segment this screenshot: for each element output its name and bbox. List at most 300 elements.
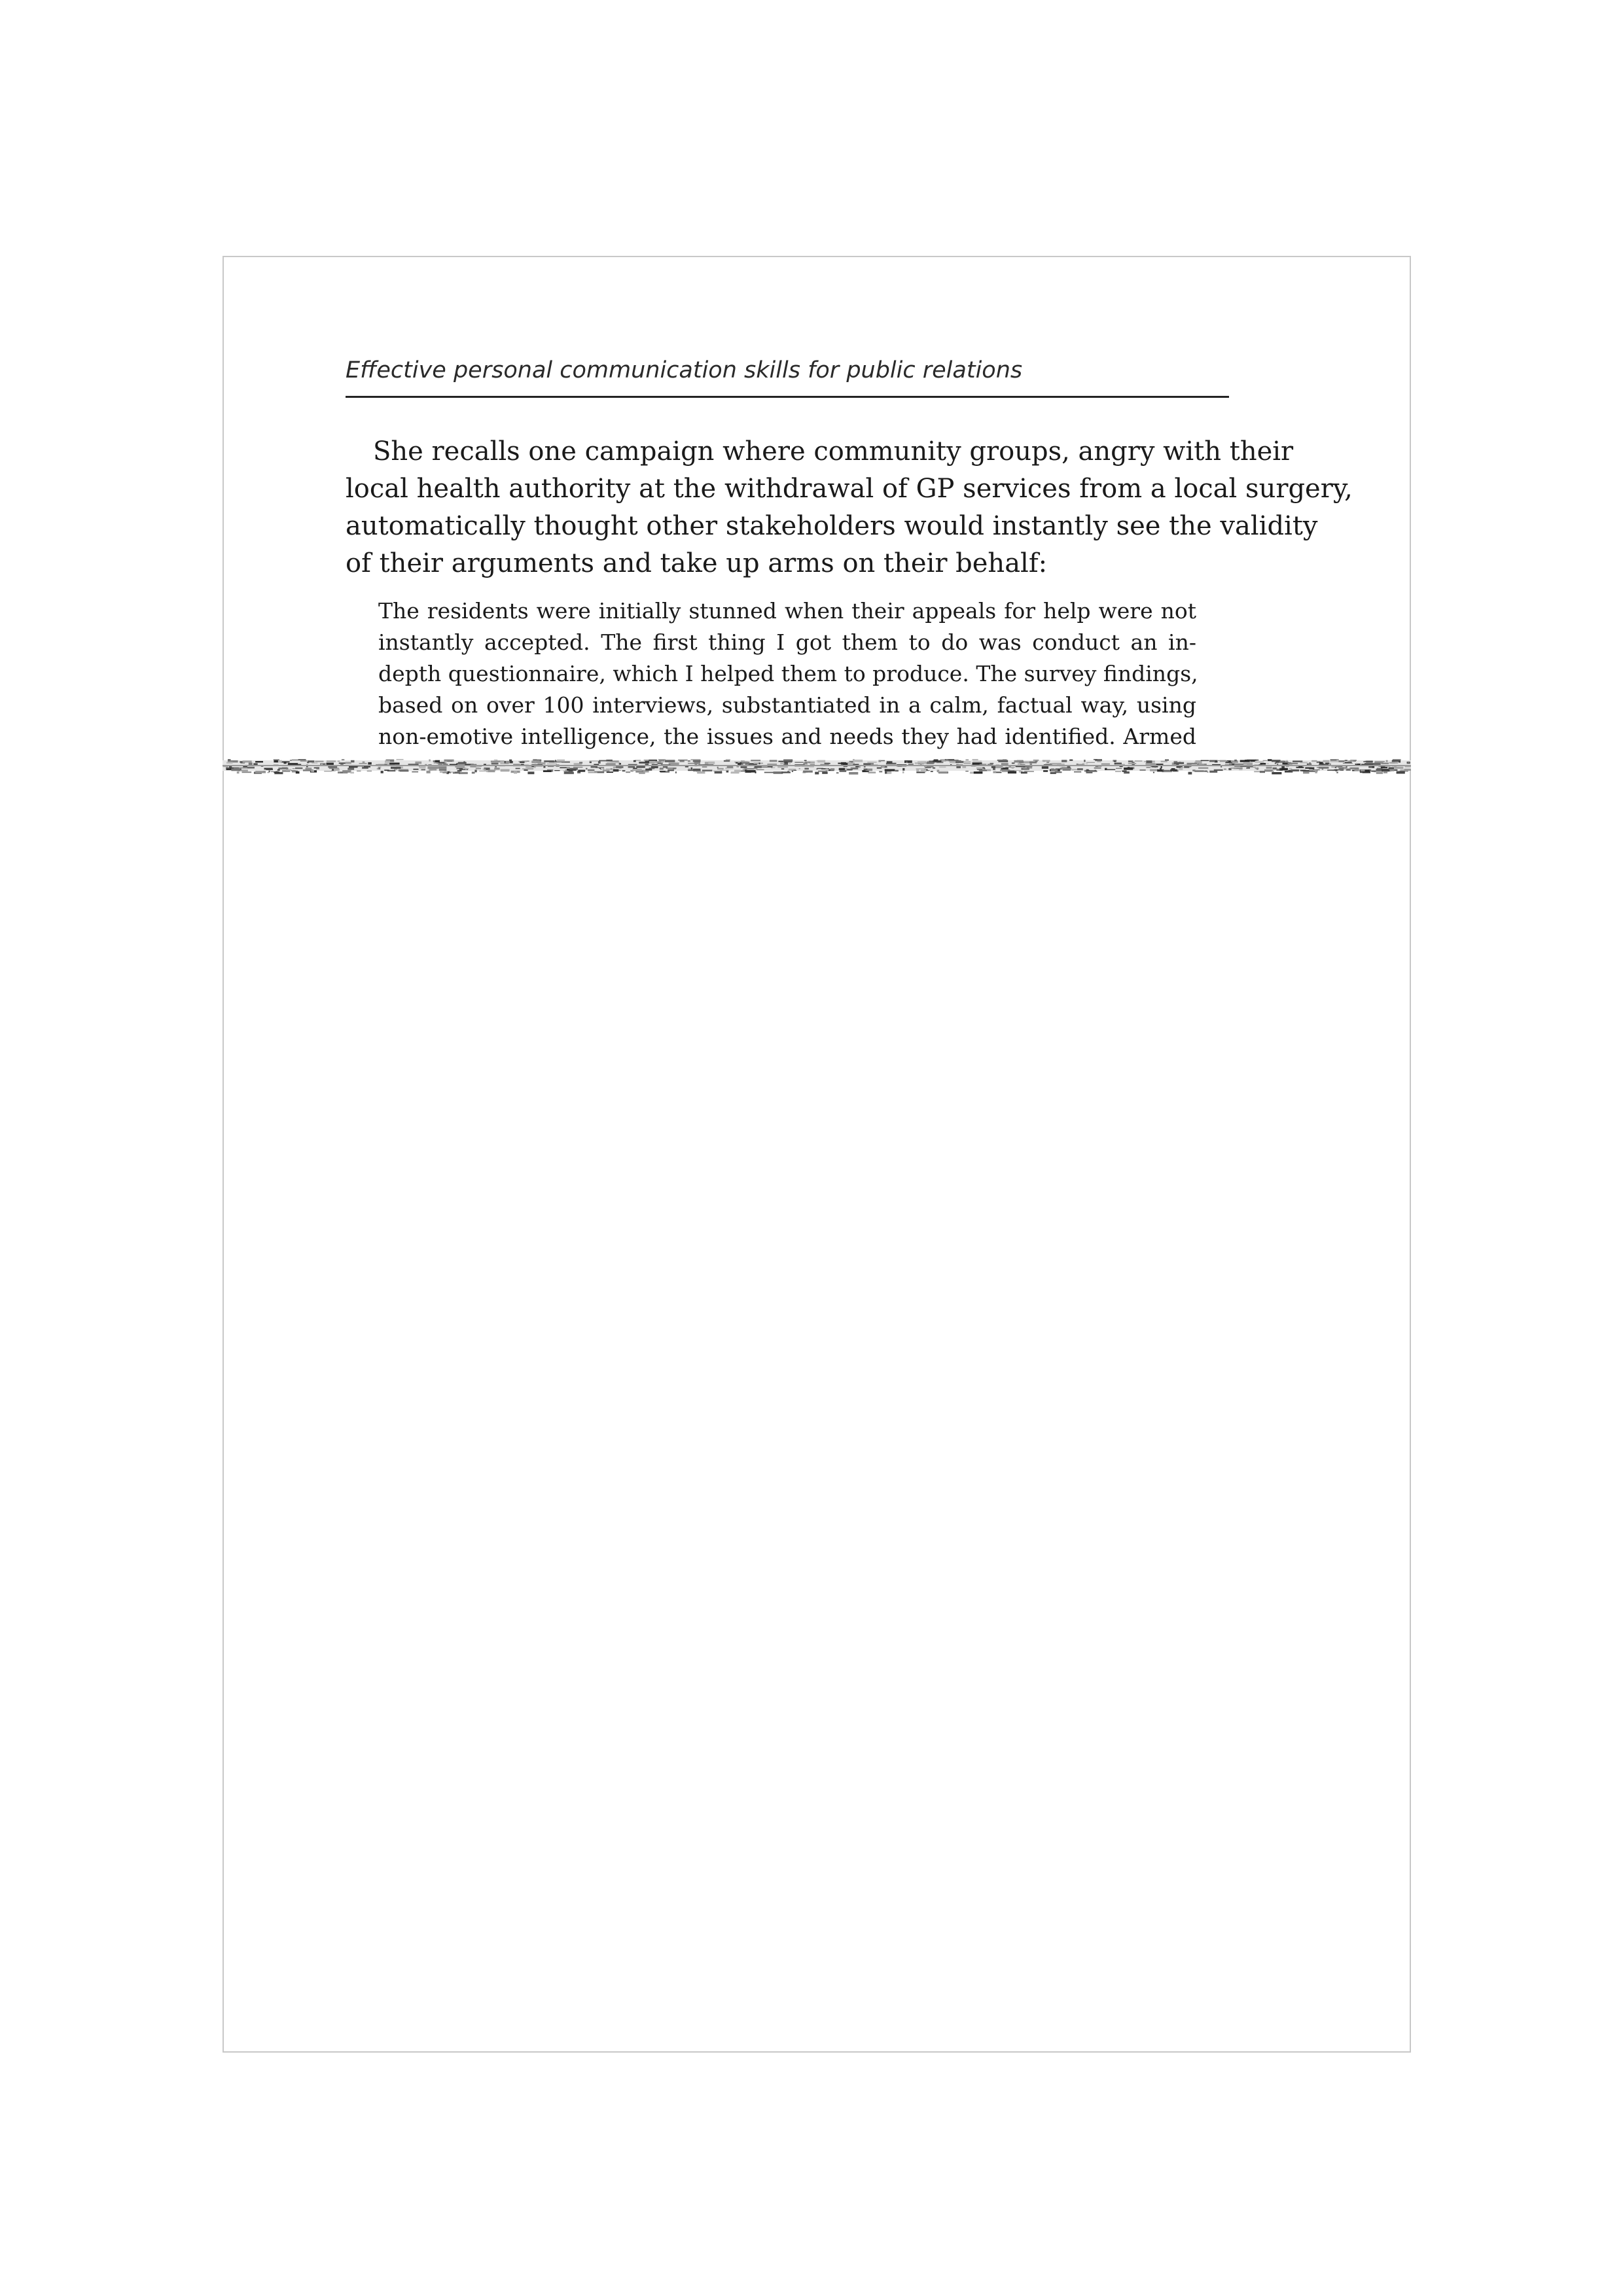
noise-speck xyxy=(547,764,557,765)
noise-speck xyxy=(697,771,705,774)
noise-speck xyxy=(863,763,870,765)
noise-speck xyxy=(761,767,771,768)
noise-speck xyxy=(1263,760,1268,761)
noise-speck xyxy=(598,761,601,764)
noise-speck xyxy=(1331,767,1338,768)
noise-speck xyxy=(649,761,656,764)
noise-speck xyxy=(1319,764,1329,765)
noise-speck xyxy=(885,769,895,771)
noise-speck xyxy=(964,763,971,764)
noise-speck xyxy=(1069,760,1073,761)
noise-speck xyxy=(1042,766,1048,769)
noise-speck xyxy=(1247,767,1256,768)
noise-speck xyxy=(781,771,791,773)
noise-speck xyxy=(389,763,400,765)
noise-speck xyxy=(1174,762,1185,764)
noise-speck xyxy=(239,768,247,769)
noise-speck xyxy=(1302,770,1310,771)
noise-speck xyxy=(946,759,948,760)
noise-speck xyxy=(412,771,418,772)
noise-speck xyxy=(1291,769,1299,771)
noise-speck xyxy=(255,771,266,773)
noise-speck xyxy=(660,771,666,772)
noise-speck xyxy=(606,764,616,766)
noise-speck xyxy=(413,769,418,770)
noise-speck xyxy=(826,769,829,771)
noise-speck xyxy=(846,769,853,770)
noise-speck xyxy=(1086,762,1095,763)
scan-noise-band xyxy=(223,756,1411,776)
noise-speck xyxy=(1260,771,1265,773)
noise-speck xyxy=(277,769,280,771)
noise-speck xyxy=(590,762,592,764)
noise-speck xyxy=(1319,762,1323,764)
noise-speck xyxy=(357,771,361,772)
noise-speck xyxy=(315,761,323,762)
noise-speck xyxy=(1107,769,1116,770)
noise-speck xyxy=(902,771,904,773)
noise-speck xyxy=(1305,768,1311,769)
noise-speck xyxy=(1234,760,1237,762)
noise-speck xyxy=(717,767,719,769)
noise-speck xyxy=(534,762,536,764)
noise-speck xyxy=(501,769,510,772)
noise-speck xyxy=(781,768,784,769)
noise-speck xyxy=(616,766,623,768)
noise-speck xyxy=(435,760,440,762)
noise-speck xyxy=(300,760,307,762)
noise-speck xyxy=(665,760,675,762)
noise-speck xyxy=(1174,761,1178,762)
noise-speck xyxy=(573,767,582,768)
noise-speck xyxy=(632,769,641,771)
noise-speck xyxy=(307,762,309,764)
noise-speck xyxy=(306,768,312,769)
noise-speck xyxy=(385,760,390,763)
body-paragraph xyxy=(346,433,1353,582)
noise-speck xyxy=(288,763,298,765)
noise-speck xyxy=(1392,760,1400,762)
noise-speck xyxy=(578,770,585,772)
noise-speck xyxy=(295,768,302,769)
noise-speck xyxy=(1325,763,1329,764)
noise-speck xyxy=(590,760,599,761)
noise-speck xyxy=(639,772,645,774)
noise-speck xyxy=(1019,761,1024,763)
noise-speck xyxy=(1063,769,1071,771)
noise-speck xyxy=(626,771,630,773)
noise-speck xyxy=(1012,768,1014,769)
noise-speck xyxy=(363,762,365,763)
paragraph-line: of their arguments and take up arms on their behalf: xyxy=(346,548,1048,578)
noise-speck xyxy=(1313,770,1317,771)
header-rule xyxy=(346,396,1229,398)
noise-speck xyxy=(271,771,274,772)
noise-speck xyxy=(736,762,738,764)
noise-speck xyxy=(488,770,495,773)
noise-speck xyxy=(1179,768,1183,770)
noise-speck xyxy=(783,760,793,762)
noise-speck xyxy=(1343,763,1353,764)
noise-speck xyxy=(929,762,935,763)
noise-speck xyxy=(731,771,740,773)
noise-speck xyxy=(421,769,426,770)
noise-speck xyxy=(887,771,891,773)
noise-speck xyxy=(1189,766,1191,767)
noise-speck xyxy=(226,762,233,764)
noise-speck xyxy=(332,769,334,771)
noise-speck xyxy=(457,770,462,771)
noise-speck xyxy=(316,767,319,769)
noise-speck xyxy=(229,766,232,768)
noise-speck xyxy=(1052,763,1061,765)
noise-speck xyxy=(1280,768,1281,769)
noise-speck xyxy=(506,761,510,764)
noise-speck xyxy=(400,770,409,771)
noise-speck xyxy=(817,768,823,769)
noise-speck xyxy=(1361,770,1365,772)
noise-speck xyxy=(982,768,985,769)
noise-speck xyxy=(486,771,488,773)
noise-speck xyxy=(1097,761,1101,762)
noise-speck xyxy=(759,762,760,764)
noise-speck xyxy=(799,768,800,769)
quote-line: depth questionnaire, which I helped them to produce. The survey findings, xyxy=(378,661,1198,686)
noise-speck xyxy=(494,768,499,769)
noise-speck xyxy=(311,770,314,772)
noise-speck xyxy=(1021,771,1027,773)
noise-speck xyxy=(1279,762,1288,763)
noise-speck xyxy=(770,760,777,762)
noise-speck xyxy=(987,769,991,771)
noise-speck xyxy=(680,760,685,762)
noise-speck xyxy=(514,771,517,773)
noise-speck xyxy=(1114,761,1116,762)
noise-speck xyxy=(792,770,793,772)
noise-speck xyxy=(243,760,252,762)
noise-speck xyxy=(567,768,570,769)
noise-speck xyxy=(1315,771,1317,773)
noise-speck xyxy=(1272,772,1281,774)
noise-speck xyxy=(1000,769,1010,771)
noise-speck xyxy=(902,768,904,771)
paragraph-line: She recalls one campaign where community groups, angry with their xyxy=(373,436,1294,467)
noise-speck xyxy=(878,760,881,762)
noise-speck xyxy=(995,766,1003,768)
noise-speck xyxy=(1008,771,1016,773)
noise-speck xyxy=(1074,771,1081,772)
noise-speck xyxy=(228,759,231,760)
noise-speck xyxy=(803,771,813,773)
noise-speck xyxy=(1094,759,1097,760)
noise-speck xyxy=(1240,760,1250,762)
noise-speck xyxy=(1146,760,1152,763)
noise-speck xyxy=(1372,766,1374,768)
noise-speck xyxy=(1077,768,1083,770)
noise-speck xyxy=(754,762,760,764)
noise-speck xyxy=(1246,768,1250,769)
noise-speck xyxy=(853,764,859,765)
noise-speck xyxy=(1374,771,1381,772)
noise-speck xyxy=(491,763,499,765)
noise-speck xyxy=(805,762,810,763)
noise-speck xyxy=(1319,767,1329,769)
noise-speck xyxy=(1209,771,1217,773)
noise-speck xyxy=(495,766,497,767)
noise-speck xyxy=(972,761,982,762)
noise-speck xyxy=(675,771,677,773)
noise-speck xyxy=(1335,767,1336,768)
noise-speck xyxy=(938,771,948,773)
noise-speck xyxy=(658,759,666,760)
noise-speck xyxy=(346,762,351,764)
noise-speck xyxy=(887,761,893,763)
noise-speck xyxy=(1275,762,1277,764)
noise-speck xyxy=(364,766,370,768)
noise-speck xyxy=(603,768,605,770)
noise-speck xyxy=(1150,769,1158,771)
noise-speck xyxy=(1046,762,1049,763)
noise-speck xyxy=(764,772,774,773)
noise-speck xyxy=(611,768,612,769)
noise-speck xyxy=(1405,766,1411,767)
noise-speck xyxy=(1214,769,1223,771)
noise-speck xyxy=(600,760,607,761)
noise-speck xyxy=(286,769,291,771)
noise-speck xyxy=(458,762,467,764)
noise-speck xyxy=(1375,761,1385,762)
paragraph-line: automatically thought other stakeholders would instantly see the validity xyxy=(346,511,1318,541)
noise-speck xyxy=(1225,762,1232,764)
paragraph-line: local health authority at the withdrawal of GP services from a local surgery, xyxy=(346,474,1353,504)
noise-speck xyxy=(830,768,834,770)
noise-speck xyxy=(1194,770,1204,772)
noise-speck xyxy=(378,767,382,768)
noise-speck xyxy=(1397,771,1405,774)
noise-speck xyxy=(804,768,809,770)
noise-speck xyxy=(274,759,279,760)
noise-speck xyxy=(972,759,978,760)
noise-speck xyxy=(839,768,845,770)
noise-speck xyxy=(751,760,760,761)
noise-speck xyxy=(1389,768,1395,769)
noise-speck xyxy=(249,763,253,766)
noise-speck xyxy=(1255,768,1259,769)
noise-speck xyxy=(231,768,240,771)
noise-speck xyxy=(427,766,438,769)
noise-speck xyxy=(1147,767,1151,768)
noise-speck xyxy=(619,763,621,765)
noise-speck xyxy=(569,768,578,770)
noise-speck xyxy=(296,771,300,774)
noise-speck xyxy=(1201,760,1209,762)
noise-speck xyxy=(1273,768,1277,769)
noise-speck xyxy=(240,763,245,764)
noise-speck xyxy=(1140,769,1146,770)
noise-speck xyxy=(726,759,730,760)
noise-speck xyxy=(774,771,783,774)
noise-speck xyxy=(1293,760,1302,762)
noise-speck xyxy=(328,766,337,768)
noise-speck xyxy=(586,768,588,769)
noise-speck xyxy=(853,760,863,762)
noise-speck xyxy=(1161,761,1168,762)
noise-speck xyxy=(429,760,431,762)
noise-speck xyxy=(1382,769,1390,772)
noise-speck xyxy=(522,768,530,769)
noise-speck xyxy=(415,762,421,764)
noise-speck xyxy=(725,768,733,769)
noise-speck xyxy=(1163,770,1170,771)
noise-speck xyxy=(1067,766,1071,768)
noise-speck xyxy=(724,760,730,762)
block-quote-clip xyxy=(366,592,1211,758)
noise-speck xyxy=(933,760,941,762)
noise-speck xyxy=(853,762,854,764)
noise-speck xyxy=(817,760,823,761)
noise-speck xyxy=(1345,760,1347,761)
noise-speck xyxy=(741,766,747,768)
noise-speck xyxy=(780,762,784,764)
noise-speck xyxy=(419,766,425,769)
noise-speck xyxy=(242,771,252,773)
noise-speck xyxy=(1012,763,1015,764)
noise-speck xyxy=(338,761,340,762)
noise-speck xyxy=(603,769,610,771)
noise-speck xyxy=(1220,760,1226,762)
noise-speck xyxy=(274,760,278,762)
noise-speck xyxy=(804,760,807,762)
noise-speck xyxy=(588,769,594,771)
noise-speck xyxy=(1376,769,1382,771)
noise-speck xyxy=(474,769,476,772)
noise-speck xyxy=(757,769,764,770)
noise-speck xyxy=(1165,760,1169,761)
noise-speck xyxy=(438,762,445,764)
noise-speck xyxy=(351,760,354,763)
noise-speck xyxy=(636,766,645,768)
noise-speck xyxy=(520,762,524,763)
noise-speck xyxy=(1198,768,1208,769)
noise-speck xyxy=(1204,770,1207,772)
noise-speck xyxy=(1188,772,1192,775)
noise-speck xyxy=(715,771,722,773)
noise-speck xyxy=(879,771,882,773)
noise-speck xyxy=(1288,763,1298,764)
noise-speck xyxy=(1003,760,1007,762)
noise-speck xyxy=(384,769,389,771)
noise-speck xyxy=(476,768,481,769)
noise-speck xyxy=(1105,768,1107,770)
noise-speck xyxy=(916,768,926,769)
noise-speck xyxy=(1389,762,1399,764)
noise-speck xyxy=(1281,766,1285,769)
noise-speck xyxy=(628,766,635,768)
noise-speck xyxy=(599,768,601,769)
noise-speck xyxy=(293,768,295,769)
quote-line: based on over 100 interviews, substantiated in a calm, factual way, using xyxy=(378,692,1196,718)
noise-speck xyxy=(359,763,367,764)
noise-speck xyxy=(847,762,851,763)
noise-speck xyxy=(509,760,512,762)
noise-speck xyxy=(1124,768,1133,770)
noise-speck xyxy=(916,769,919,771)
noise-speck xyxy=(1209,760,1215,762)
noise-speck xyxy=(482,769,486,770)
noise-speck xyxy=(849,772,858,775)
noise-speck xyxy=(1268,759,1272,761)
noise-speck xyxy=(1128,763,1136,764)
noise-speck xyxy=(1087,771,1097,772)
noise-speck xyxy=(1327,769,1338,771)
noise-speck xyxy=(440,771,448,773)
noise-speck xyxy=(702,769,713,771)
noise-speck xyxy=(1363,761,1373,762)
noise-speck xyxy=(278,768,288,769)
noise-speck xyxy=(702,767,707,768)
noise-speck xyxy=(688,769,694,771)
noise-speck xyxy=(450,771,455,773)
noise-speck xyxy=(342,770,351,773)
noise-speck xyxy=(1311,760,1317,762)
noise-speck xyxy=(868,771,876,773)
noise-speck xyxy=(312,763,317,764)
noise-speck xyxy=(1309,762,1311,763)
noise-speck xyxy=(555,760,556,761)
noise-speck xyxy=(1394,767,1403,769)
noise-speck xyxy=(1150,767,1152,768)
noise-speck xyxy=(1005,767,1014,768)
noise-streak xyxy=(223,765,1411,766)
noise-speck xyxy=(841,762,846,765)
noise-speck xyxy=(1115,771,1121,772)
noise-speck xyxy=(1153,772,1154,773)
noise-speck xyxy=(690,759,700,760)
noise-speck xyxy=(651,766,658,768)
noise-speck xyxy=(1330,760,1337,761)
noise-speck xyxy=(607,771,613,773)
noise-speck xyxy=(688,760,690,762)
noise-speck xyxy=(931,771,933,772)
noise-speck xyxy=(434,762,439,763)
noise-speck xyxy=(267,772,270,773)
noise-speck xyxy=(1187,763,1198,765)
noise-speck xyxy=(1181,767,1183,768)
noise-speck xyxy=(527,771,534,774)
noise-speck xyxy=(906,762,908,763)
noise-speck xyxy=(1381,763,1389,764)
noise-speck xyxy=(340,772,343,773)
noise-speck xyxy=(794,762,803,763)
noise-speck xyxy=(885,767,887,768)
running-head: Effective personal communication skills for public relations xyxy=(346,357,1023,383)
noise-speck xyxy=(877,768,882,769)
block-quote xyxy=(378,595,1196,752)
noise-speck xyxy=(350,772,354,774)
quote-line: non-emotive intelligence, the issues and needs they had identified. Armed xyxy=(378,724,1196,749)
noise-speck xyxy=(447,761,452,762)
noise-speck xyxy=(588,772,597,773)
noise-speck xyxy=(904,760,912,763)
noise-speck xyxy=(1160,768,1162,769)
noise-speck xyxy=(822,772,828,774)
noise-speck xyxy=(1323,760,1330,763)
noise-speck xyxy=(939,767,946,768)
noise-speck xyxy=(1128,760,1133,762)
noise-speck xyxy=(1408,762,1410,763)
noise-speck xyxy=(864,769,868,771)
noise-speck xyxy=(438,766,446,769)
